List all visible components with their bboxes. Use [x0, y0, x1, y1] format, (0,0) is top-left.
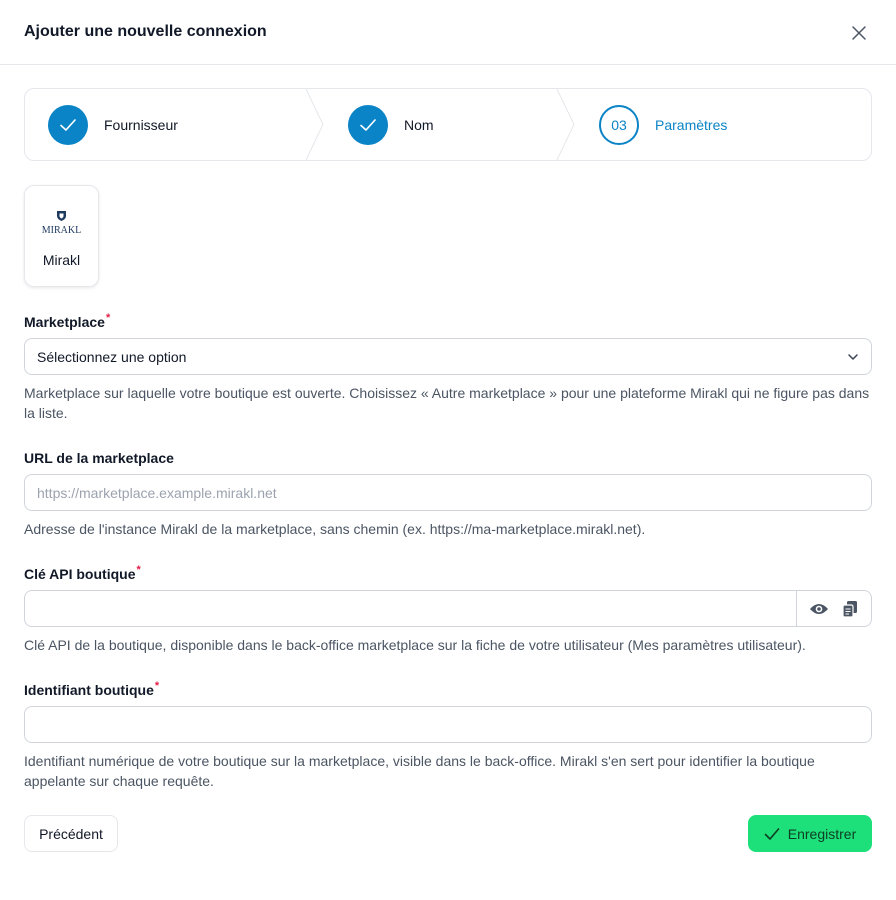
step-label: Fournisseur: [104, 116, 178, 133]
api-key-label-text: Clé API boutique: [24, 566, 136, 582]
url-help: Adresse de l'instance Mirakl de la marketplace, sans chemin (ex. https://ma-marketplace.mirakl.net).: [24, 521, 646, 537]
step-done-circle: [348, 105, 388, 145]
url-input[interactable]: [24, 474, 872, 511]
step-label: Nom: [404, 116, 434, 133]
shop-id-label: [24, 681, 159, 699]
step-nom[interactable]: [348, 89, 434, 160]
provider-name: Mirakl: [42, 252, 81, 268]
modal-header: [0, 0, 896, 65]
close-icon: [851, 25, 867, 41]
mirakl-logo: [39, 209, 84, 237]
step-label: Paramètres: [655, 116, 728, 133]
step-separator: [305, 89, 325, 160]
check-icon: [358, 115, 378, 135]
step-separator: [556, 89, 576, 160]
provider-card-mirakl[interactable]: [24, 185, 99, 287]
copy-button[interactable]: [840, 600, 860, 618]
modal-title: Ajouter une nouvelle connexion: [24, 23, 267, 40]
required-marker: *: [136, 564, 141, 576]
shop-id-input[interactable]: [24, 706, 872, 743]
url-label: [24, 449, 174, 467]
toggle-visibility-button[interactable]: [809, 600, 829, 618]
chevron-down-icon: [847, 351, 859, 363]
check-icon: [58, 115, 78, 135]
save-button[interactable]: [748, 815, 872, 852]
required-marker: *: [154, 680, 160, 692]
previous-button[interactable]: Précédent: [24, 815, 118, 852]
check-icon: [764, 827, 780, 841]
save-button-label: Enregistrer: [787, 825, 857, 842]
close-button[interactable]: [846, 20, 872, 46]
copy-icon: [841, 600, 859, 618]
addon-divider: [796, 591, 797, 626]
shop-id-help: Identifiant numérique de votre boutique sur la marketplace, visible dans le back-office. Mirakl s'en sert pour identifier la boutique appelante sur chaque requête.: [24, 753, 815, 789]
marketplace-select-value: Sélectionnez une option: [37, 349, 187, 365]
api-key-label: [24, 565, 141, 583]
url-placeholder: https://marketplace.example.mirakl.net: [37, 485, 277, 501]
api-key-help: Clé API de la boutique, disponible dans le back-office marketplace sur la fiche de votre utilisateur (Mes paramètres utilisateur).: [24, 637, 806, 653]
stepper: [24, 88, 872, 161]
api-key-input[interactable]: [24, 590, 872, 627]
svg-text:MIRAKL: MIRAKL: [41, 225, 82, 236]
required-marker: *: [105, 312, 111, 324]
step-done-circle: [48, 105, 88, 145]
step-fournisseur[interactable]: [48, 89, 178, 160]
url-label-text: URL de la marketplace: [24, 450, 174, 466]
marketplace-select[interactable]: [24, 338, 872, 375]
shop-id-label-text: Identifiant boutique: [24, 682, 154, 698]
step-parametres[interactable]: [599, 89, 727, 160]
step-number: 03: [599, 105, 639, 145]
marketplace-label: [24, 313, 110, 331]
marketplace-help: Marketplace sur laquelle votre boutique est ouverte. Choisissez « Autre marketplace » pour une plateforme Mirakl qui ne figure pas dans la liste.: [24, 385, 870, 421]
eye-icon: [809, 602, 829, 616]
marketplace-label-text: Marketplace: [24, 314, 105, 330]
